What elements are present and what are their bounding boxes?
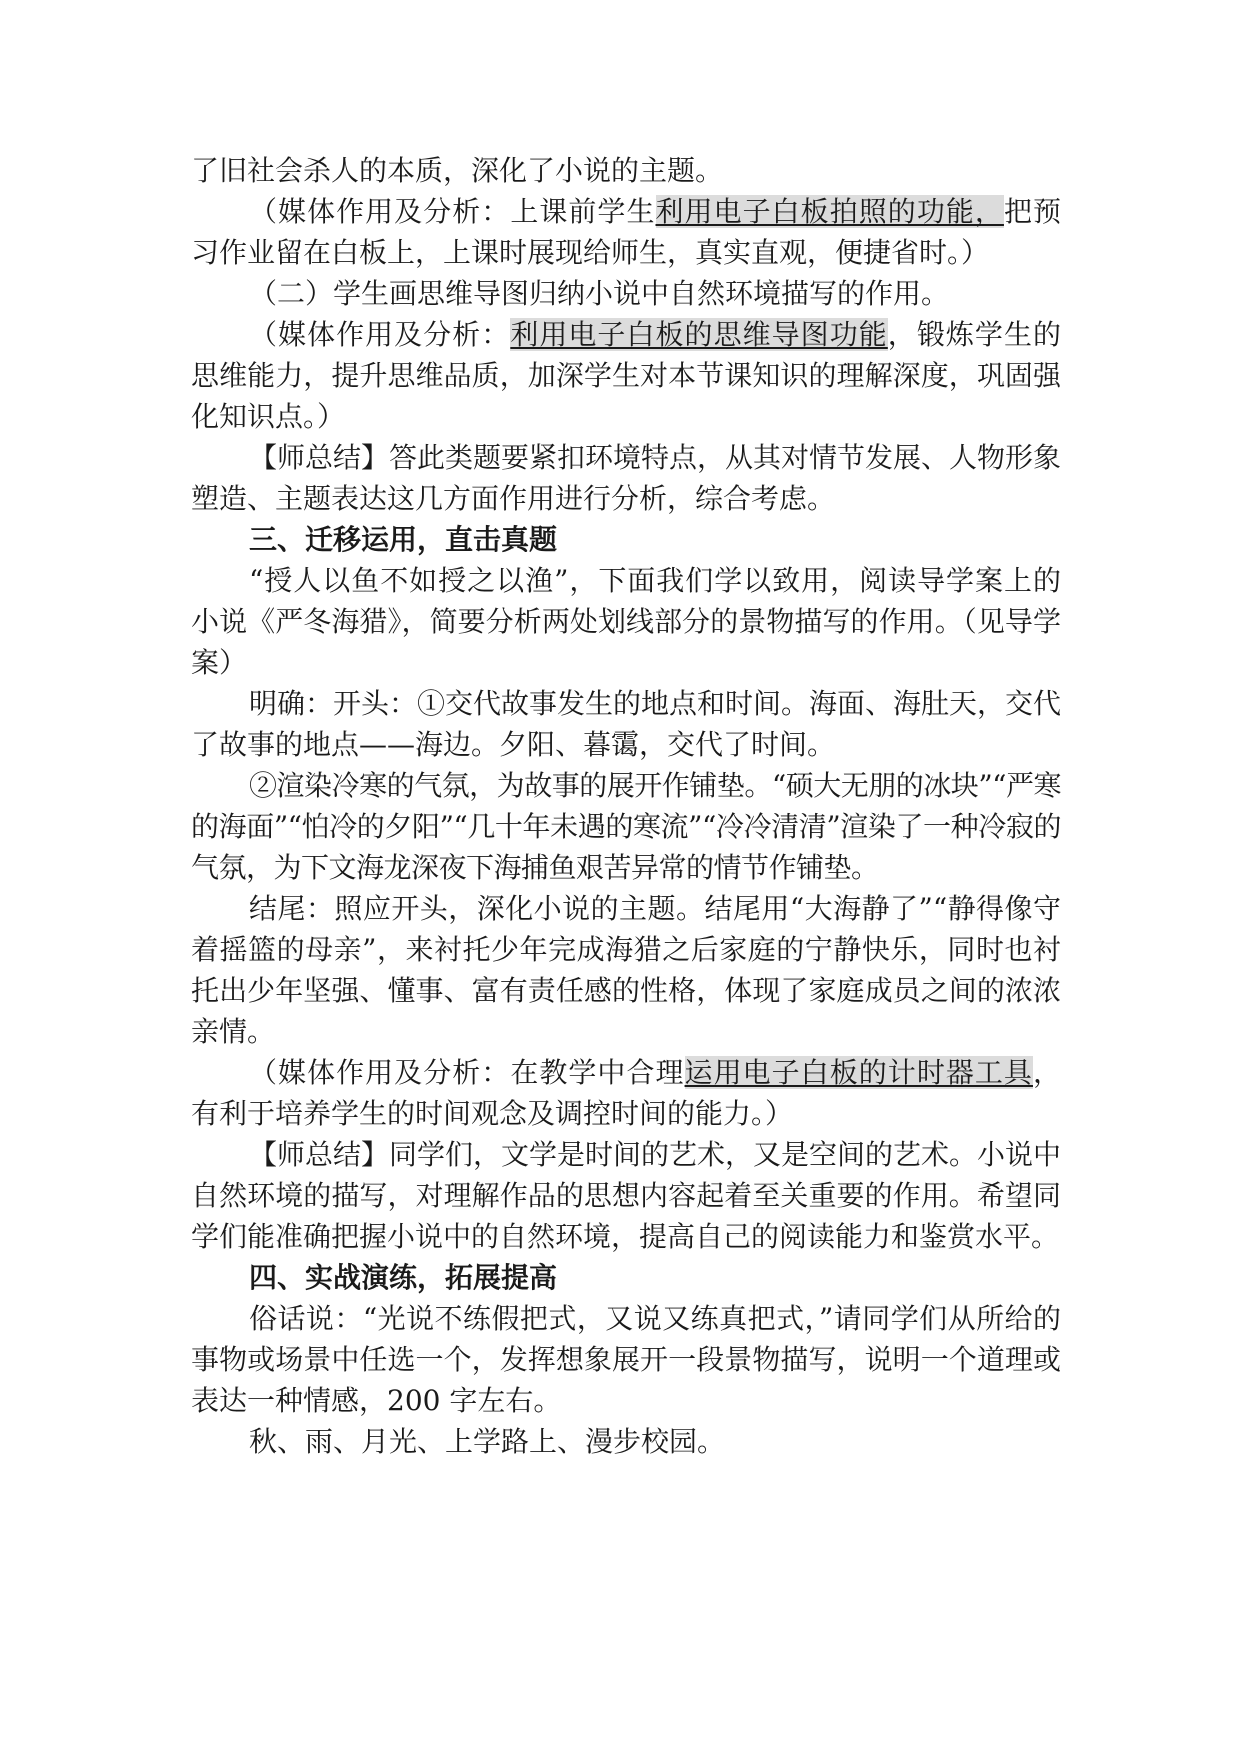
media-analysis-body: 把预习作业留在白板上，上课时展现给师生，真实直观，便捷省时。） — [191, 195, 1061, 269]
paragraph-mindmap-task: （二）学生画思维导图归纳小说中自然环境描写的作用。 — [249, 277, 950, 310]
section-heading-4: 四、实战演练，拓展提高 — [249, 1261, 558, 1294]
media-analysis-prefix: （媒体作用及分析：在教学中合理 — [249, 1056, 685, 1089]
paragraph-answer-atmosphere: ②渲染冷寒的气氛，为故事的展开作铺垫。“硕大无朋的冰块”“严寒的海面”“怕冷的夕阳”“几十年未遇的寒流”“冷冷清清”渲染了一种冷寂的气氛，为下文海龙深夜下海捕鱼艰苦异常的情节作铺垫。 — [191, 769, 1061, 884]
paragraph-answer-opening: 明确：开头：①交代故事发生的地点和时间。海面、海肚天，交代了故事的地点——海边。夕阳、暮霭，交代了时间。 — [191, 687, 1062, 761]
highlight-photo-function: 利用电子白板拍照的功能， — [655, 195, 1004, 228]
paragraph-media-mindmap — [191, 314, 1061, 437]
paragraph-media-photo — [191, 191, 1061, 273]
paragraph-answer-ending: 结尾：照应开头，深化小说的主题。结尾用“大海静了”“静得像守着摇篮的母亲”，来衬托少年完成海猎之后家庭的宁静快乐，同时也衬托出少年坚强、懂事、富有责任感的性格，体现了家庭成员之间的浓浓亲情。 — [191, 892, 1061, 1048]
highlight-timer-tool: 运用电子白板的计时器工具 — [684, 1056, 1033, 1089]
media-analysis-prefix: （媒体作用及分析：上课前学生 — [249, 195, 656, 228]
media-analysis-body: ，锻炼学生的思维能力，提升思维品质，加深学生对本节课知识的理解深度，巩固强化知识点。） — [191, 318, 1061, 433]
paragraph-media-timer — [191, 1052, 1061, 1134]
paragraph-practice-options: 秋、雨、月光、上学路上、漫步校园。 — [249, 1425, 726, 1458]
paragraph-theme-conclusion: 了旧社会杀人的本质，深化了小说的主题。 — [191, 154, 724, 187]
highlight-mindmap-function: 利用电子白板的思维导图功能 — [510, 318, 888, 351]
section-heading-3: 三、迁移运用，直击真题 — [249, 523, 558, 556]
media-analysis-body: ，有利于培养学生的时间观念及调控时间的能力。） — [191, 1056, 1061, 1130]
paragraph-teacher-summary-2: 【师总结】同学们，文学是时间的艺术，又是空间的艺术。小说中自然环境的描写，对理解作品的思想内容起着至关重要的作用。希望同学们能准确把握小说中的自然环境，提高自己的阅读能力和鉴赏水平。 — [191, 1138, 1062, 1253]
document-page — [191, 150, 1061, 1462]
paragraph-apply-task: “授人以鱼不如授之以渔”，下面我们学以致用，阅读导学案上的小说《严冬海猎》，简要分析两处划线部分的景物描写的作用。（见导学案） — [191, 564, 1061, 679]
media-analysis-prefix: （媒体作用及分析： — [249, 318, 511, 351]
paragraph-teacher-summary-1: 【师总结】答此类题要紧扣环境特点，从其对情节发展、人物形象塑造、主题表达这几方面作用进行分析，综合考虑。 — [191, 441, 1062, 515]
paragraph-practice-task: 俗话说：“光说不练假把式，又说又练真把式，”请同学们从所给的事物或场景中任选一个，发挥想象展开一段景物描写，说明一个道理或表达一种情感，200 字左右。 — [191, 1302, 1061, 1417]
